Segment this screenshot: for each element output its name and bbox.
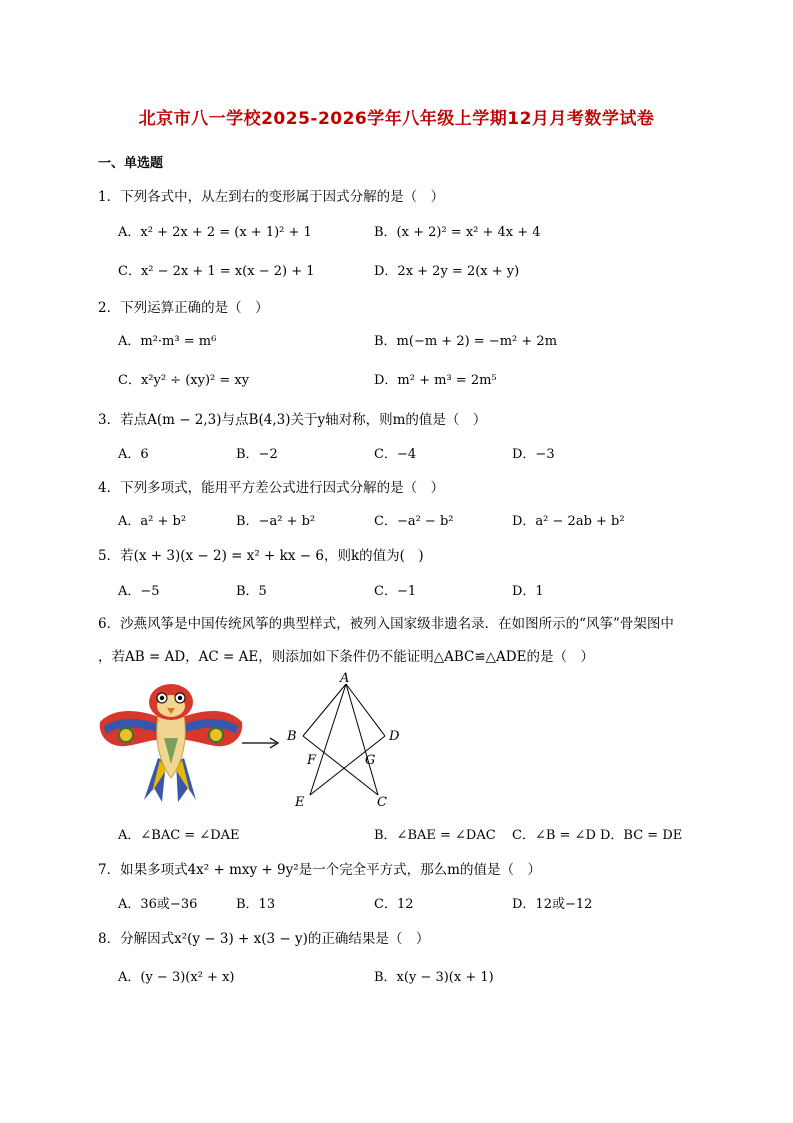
question-8-stem: 8．分解因式x²(y − 3) + x(3 − y)的正确结果是（ ） [98,931,430,947]
q5-option-a[interactable]: A．−5 [118,584,160,599]
q6-option-b[interactable]: B．∠BAE = ∠DAC [374,828,496,843]
q1-option-d[interactable]: D．2x + 2y = 2(x + y) [374,264,520,279]
q3-option-d[interactable]: D．−3 [512,447,555,462]
q4-option-a[interactable]: A．a² + b² [118,514,187,529]
section-heading: 一、单选题 [98,156,164,171]
segment-ac [346,684,378,795]
point-label-d: D [389,729,400,744]
q6-option-d[interactable]: D．BC = DE [600,828,683,843]
question-4-stem: 4．下列多项式，能用平方差公式进行因式分解的是（ ） [98,480,445,496]
q8-option-a[interactable]: A．(y − 3)(x² + x) [118,970,235,985]
q6-option-c[interactable]: C．∠B = ∠D [512,828,596,843]
q2-option-a[interactable]: A．m²·m³ = m⁶ [118,334,217,349]
q4-option-c[interactable]: C．−a² − b² [374,514,454,529]
q1-option-b[interactable]: B．(x + 2)² = x² + 4x + 4 [374,225,541,240]
segment-ad [346,684,385,736]
q7-option-b[interactable]: B．13 [236,897,276,912]
arrow-right-icon [240,735,282,751]
q5-option-b[interactable]: B．5 [236,584,267,599]
question-2-stem: 2．下列运算正确的是（ ） [98,300,269,316]
q2-option-b[interactable]: B．m(−m + 2) = −m² + 2m [374,334,558,349]
q5-option-c[interactable]: C．−1 [374,584,417,599]
point-label-e: E [295,795,305,810]
q1-option-c[interactable]: C．x² − 2x + 1 = x(x − 2) + 1 [118,264,315,279]
q3-option-b[interactable]: B．−2 [236,447,278,462]
q7-option-d[interactable]: D．12或−12 [512,897,593,912]
q8-option-b[interactable]: B．x(y − 3)(x + 1) [374,970,494,985]
question-5-stem: 5．若(x + 3)(x − 2) = x² + kx − 6，则k的值为( ) [98,548,424,564]
point-label-b: B [287,729,297,744]
q6-option-a[interactable]: A．∠BAC = ∠DAE [118,828,240,843]
q7-option-a[interactable]: A．36或−36 [118,897,198,912]
point-label-a: A [340,672,350,686]
q2-option-d[interactable]: D．m² + m³ = 2m⁵ [374,373,497,388]
q3-option-c[interactable]: C．−4 [374,447,417,462]
point-label-f: F [307,753,317,768]
question-7-stem: 7．如果多项式4x² + mxy + 9y²是一个完全平方式，那么m的值是（ ） [98,862,541,878]
segment-ae [310,684,346,795]
q1-option-a[interactable]: A．x² + 2x + 2 = (x + 1)² + 1 [118,225,312,240]
question-6-stem: 6．沙燕风筝是中国传统风筝的典型样式，被列入国家级非遗名录．在如图所示的“风筝”骨架图中 [98,616,674,632]
q3-option-a[interactable]: A．6 [118,447,149,462]
point-label-c: C [377,795,387,810]
q5-option-d[interactable]: D．1 [512,584,544,599]
question-6-stem-continued: ，若AB = AD，AC = AE，则添加如下条件仍不能证明△ABC≌△ADE的是（ ） [98,649,594,665]
q4-option-d[interactable]: D．a² − 2ab + b² [512,514,625,529]
page-title: 北京市八一学校2025-2026学年八年级上学期12月月考数学试卷 [138,109,655,129]
q7-option-c[interactable]: C．12 [374,897,414,912]
point-label-g: G [365,753,376,768]
question-3-stem: 3．若点A(m − 2,3)与点B(4,3)关于y轴对称，则m的值是（ ） [98,412,487,428]
q4-option-b[interactable]: B．−a² + b² [236,514,316,529]
question-1-stem: 1．下列各式中，从左到右的变形属于因式分解的是（ ） [98,189,445,205]
q2-option-c[interactable]: C．x²y² ÷ (xy)² = xy [118,373,250,388]
segment-ab [303,684,346,736]
geometry-figure [285,672,410,812]
kite-illustration [96,680,246,805]
